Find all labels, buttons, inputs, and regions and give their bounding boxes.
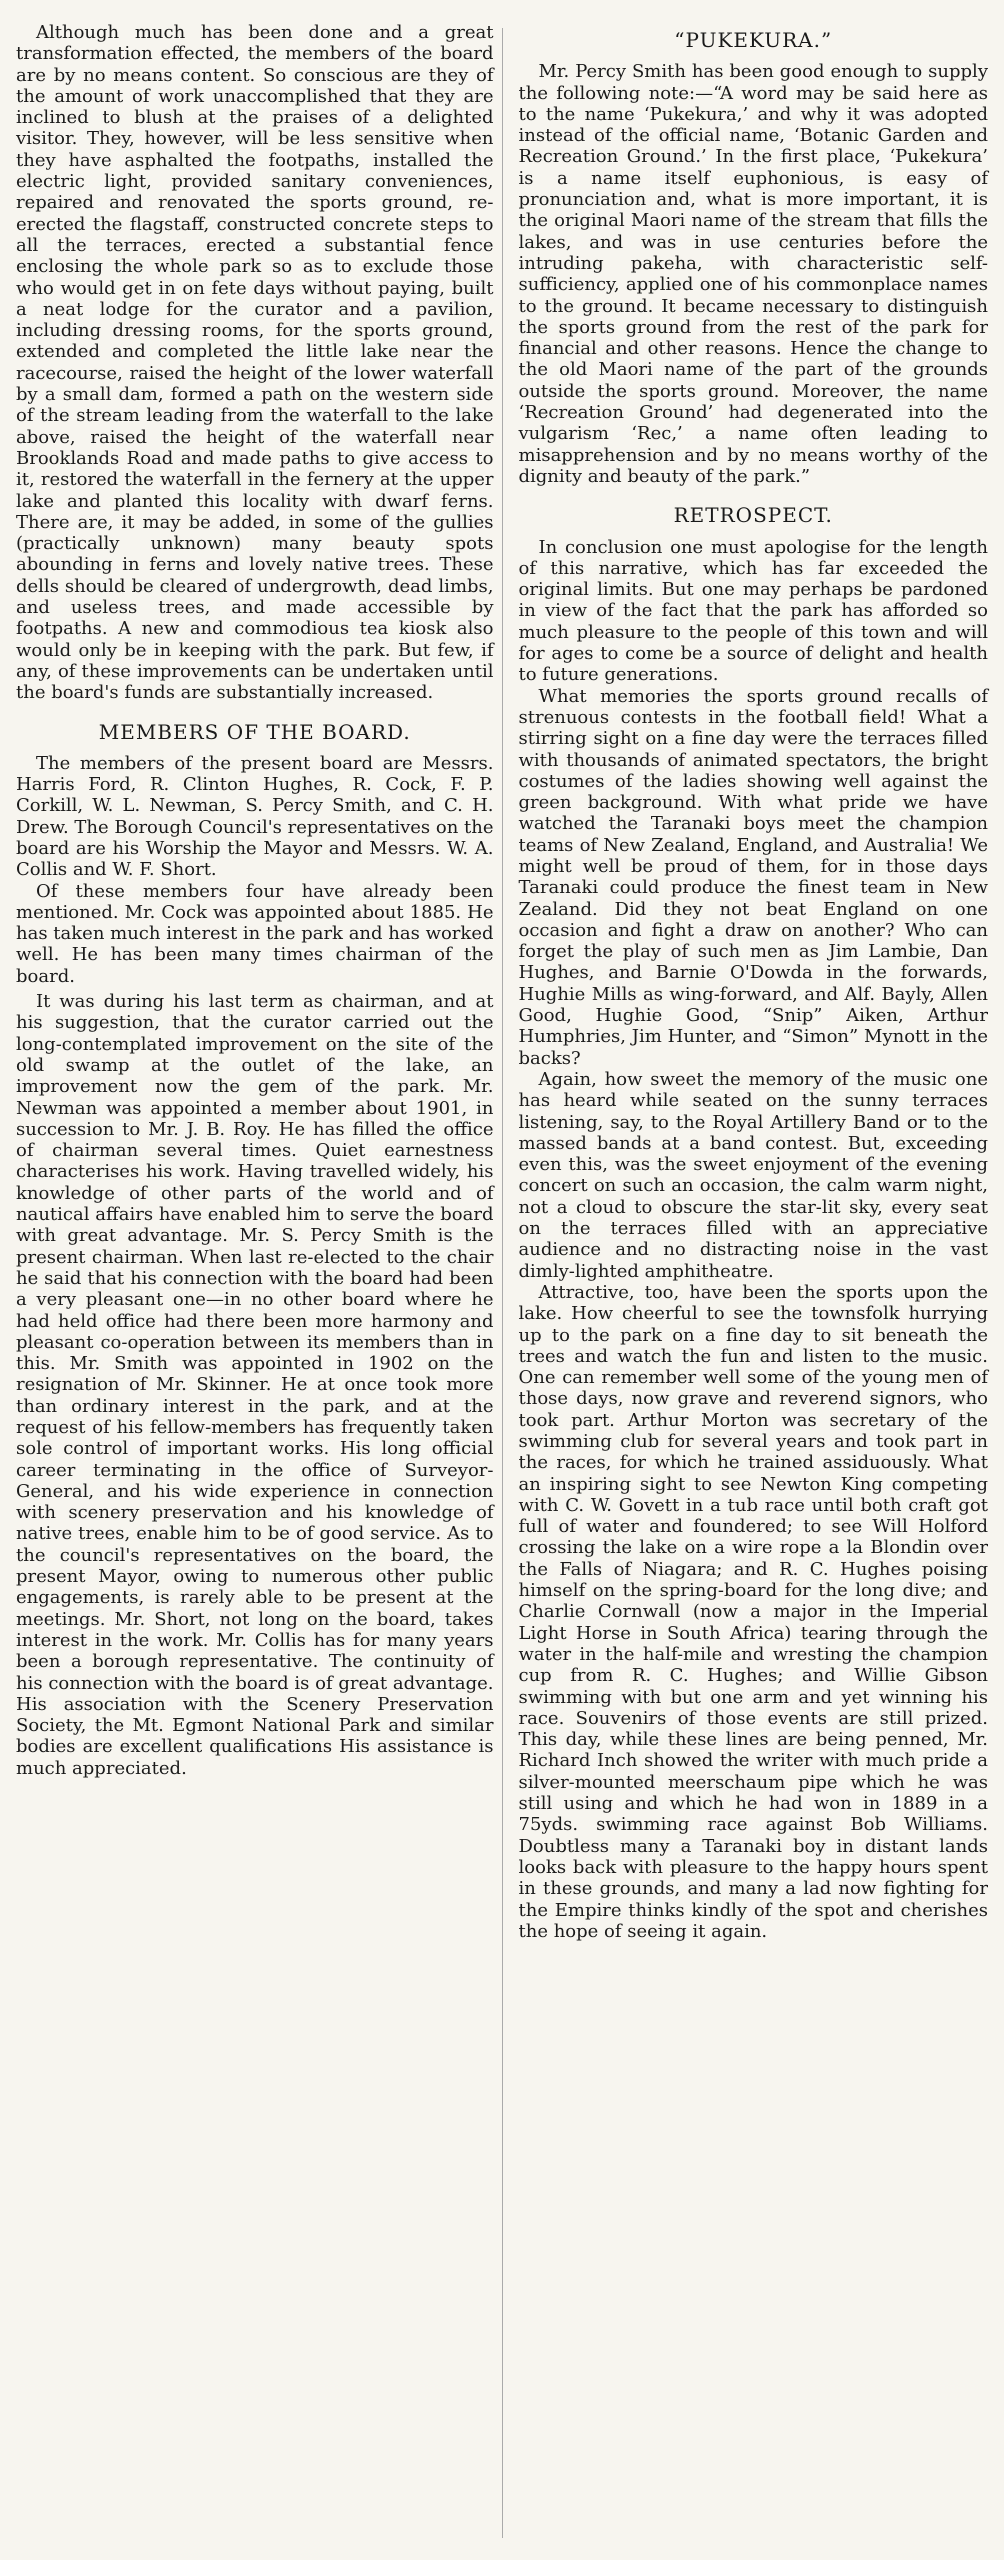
members-paragraph-1: The members of the present board are Messrs. Harris Ford, R. Clinton Hughes, R. Cock, F. P. Corkill, W. L. Newman, S. Percy Smith, and C. H. Drew. The Borough Council's representatives on the board are his Worship the Mayor and Messrs. W. A. Collis and W. F. Short. (16, 752, 494, 881)
retrospect-paragraph-1: In conclusion one must apologise for the length of this narrative, which has far exceeded the original limits. But one may perhaps be pardoned in view of the fact that the park has afforded so much pleasure to the people of this town and will for ages to come be a source of delight and health to future generations. (518, 536, 988, 686)
retrospect-paragraph-4: Attractive, too, have been the sports upon the lake. How cheerful to see the townsfolk hurrying up to the park on a fine day to sit beneath the trees and watch the fun and listen to the music. One can remember well some of the young men of those days, now grave and reverend signors, who took part. Arthur Morton was secretary of the swimming club for several years and took part in the races, for which he trained assiduously. What an inspiring sight to see Newton King competing with C. W. Govett in a tub race until both craft got full of water and foundered; to see Will Holford crossing the lake on a wire rope a la Blondin over the Falls of Niagara; and R. C. Hughes poising himself on the spring-board for the long dive; and Charlie Cornwall (now a major in the Imperial Light Horse in South Africa) tearing through the water in the half-mile and wresting the champion cup from R. C. Hughes; and Willie Gibson swimming with but one arm and yet winning his race. Souvenirs of those events are still prized. This day, while these lines are being penned, Mr. Richard Inch showed the writer with much pride a silver-mounted meerschaum pipe which he was still using and which he had won in 1889 in a 75yds. swimming race against Bob Williams. Doubtless many a Taranaki boy in distant lands looks back with pleasure to the happy hours spent in these grounds, and many a lad now fighting for the Empire thinks kindly of the spot and cherishes the hope of seeing it again. (518, 1281, 988, 1942)
pukekura-heading: “PUKEKURA.” (674, 28, 833, 52)
members-heading: MEMBERS OF THE BOARD. (98, 719, 411, 744)
intro-paragraph: Although much has been done and a great transformation effected, the members of the board are by no means content. So conscious are they of the amount of work unaccomplished that they are inclined to blush at the praises of a delighted visitor. They, however, will be less sensitive when they have asphalted the footpaths, installed the electric light, provided sanitary conveniences, repaired and renovated the sports ground, re-erected the flagstaff, constructed concrete steps to all the terraces, erected a substantial fence enclosing the whole park so as to exclude those who would get in on fete days without paying, built a neat lodge for the curator and a pavilion, including dressing rooms, for the sports ground, extended and completed the little lake near the racecourse, raised the height of the lower waterfall by a small dam, formed a path on the western side of the stream leading from the waterfall to the lake above, raised the height of the waterfall near Brooklands Road and made paths to give access to it, restored the waterfall in the fernery at the upper lake and planted this locality with dwarf ferns. There are, it may be added, in some of the gullies (practically unknown) many beauty spots abounding in ferns and lovely native trees. These dells should be cleared of undergrowth, dead limbs, and useless trees, and made accessible by footpaths. A new and commodious tea kiosk also would only be in keeping with the park. But few, if any, of these improvements can be undertaken until the board's funds are substantially increased. (16, 22, 494, 704)
retrospect-heading: RETROSPECT. (673, 503, 833, 528)
retrospect-paragraph-2: What memories the sports ground recalls of strenuous contests in the football field! What a stirring sight on a fine day were the terraces filled with thousands of animated spectators, the bright costumes of the ladies showing well against the green background. With what pride we have watched the Taranaki boys meet the champion teams of New Zealand, England, and Australia! We might well be proud of them, for in those days Taranaki could produce the finest team in New Zealand. Did they not beat England on one occasion and fight a draw on another? Who can forget the play of such men as Jim Lambie, Dan Hughes, and Barnie O'Dowda in the forwards, Hughie Mills as wing-forward, and Alf. Bayly, Allen Good, Hughie Good, “Snip” Aiken, Arthur Humphries, Jim Hunter, and “Simon” Mynott in the backs? (518, 685, 988, 1069)
members-paragraph-2: Of these members four have already been mentioned. Mr. Cock was appointed about 1885. He has taken much interest in the park and has worked well. He has been many times chairman of the board. (16, 880, 494, 987)
left-column (10, 22, 502, 2548)
members-paragraph-3: It was during his last term as chairman, and at his suggestion, that the curator carried out the long-contemplated improvement on the site of the old swamp at the outlet of the lake, an improvement now the gem of the park. Mr. Newman was appointed a member about 1901, in succession to Mr. J. B. Roy. He has filled the office of chairman several times. Quiet earnestness characterises his work. Having travelled widely, his knowledge of other parts of the world and of nautical affairs have enabled him to serve the board with great advantage. Mr. S. Percy Smith is the present chairman. When last re-elected to the chair he said that his connection with the board had been a very pleasant one—in no other board where he had held office had there been more harmony and pleasant co-operation between its members than in this. Mr. Smith was appointed in 1902 on the resignation of Mr. Skinner. He at once took more than ordinary interest in the park, and at the request of his fellow-members has frequently taken sole control of important works. His long official career terminating in the office of Surveyor-General, and his wide experience in connection with scenery preservation and his knowledge of native trees, enable him to be of good service. As to the council's representatives on the board, the present Mayor, owing to numerous other public engagements, is rarely able to be present at the meetings. Mr. Short, not long on the board, takes interest in the work. Mr. Collis has for many years been a borough representative. The continuity of his connection with the board is of great advantage. His association with the Scenery Preservation Society, the Mt. Egmont National Park and similar bodies are excellent qualifications His assistance is much appreciated. (16, 991, 494, 1779)
retrospect-paragraph-3: Again, how sweet the memory of the music one has heard while seated on the sunny terraces listening, say, to the Royal Artillery Band or to the massed bands at a band contest. But, exceeding even this, was the sweet enjoyment of the evening concert on such an occasion, the calm warm night, not a cloud to obscure the star-lit sky, every seat on the terraces filled with an appreciative audience and no distracting noise in the vast dimly-lighted amphitheatre. (518, 1068, 988, 1282)
pukekura-paragraph: Mr. Percy Smith has been good enough to supply the following note:—“A word may be said here as to the name ‘Pukekura,’ and why it was adopted instead of the official name, ‘Botanic Garden and Recreation Ground.’ In the first place, ‘Pukekura’ is a name itself euphonious, is easy of pronunciation and, what is more important, it is the original Maori name of the stream that fills the lakes, and was in use centuries before the intruding pakeha, with characteristic self-sufficiency, applied one of his commonplace names to the ground. It became necessary to distinguish the sports ground from the rest of the park for financial and other reasons. Hence the change to the old Maori name of the part of the grounds outside the sports ground. Moreover, the name ‘Recreation Ground’ had degenerated into the vulgarism ‘Rec,’ a name often leading to misapprehension and by no means worthy of the dignity and beauty of the park.” (518, 61, 988, 487)
right-column (503, 22, 995, 2548)
